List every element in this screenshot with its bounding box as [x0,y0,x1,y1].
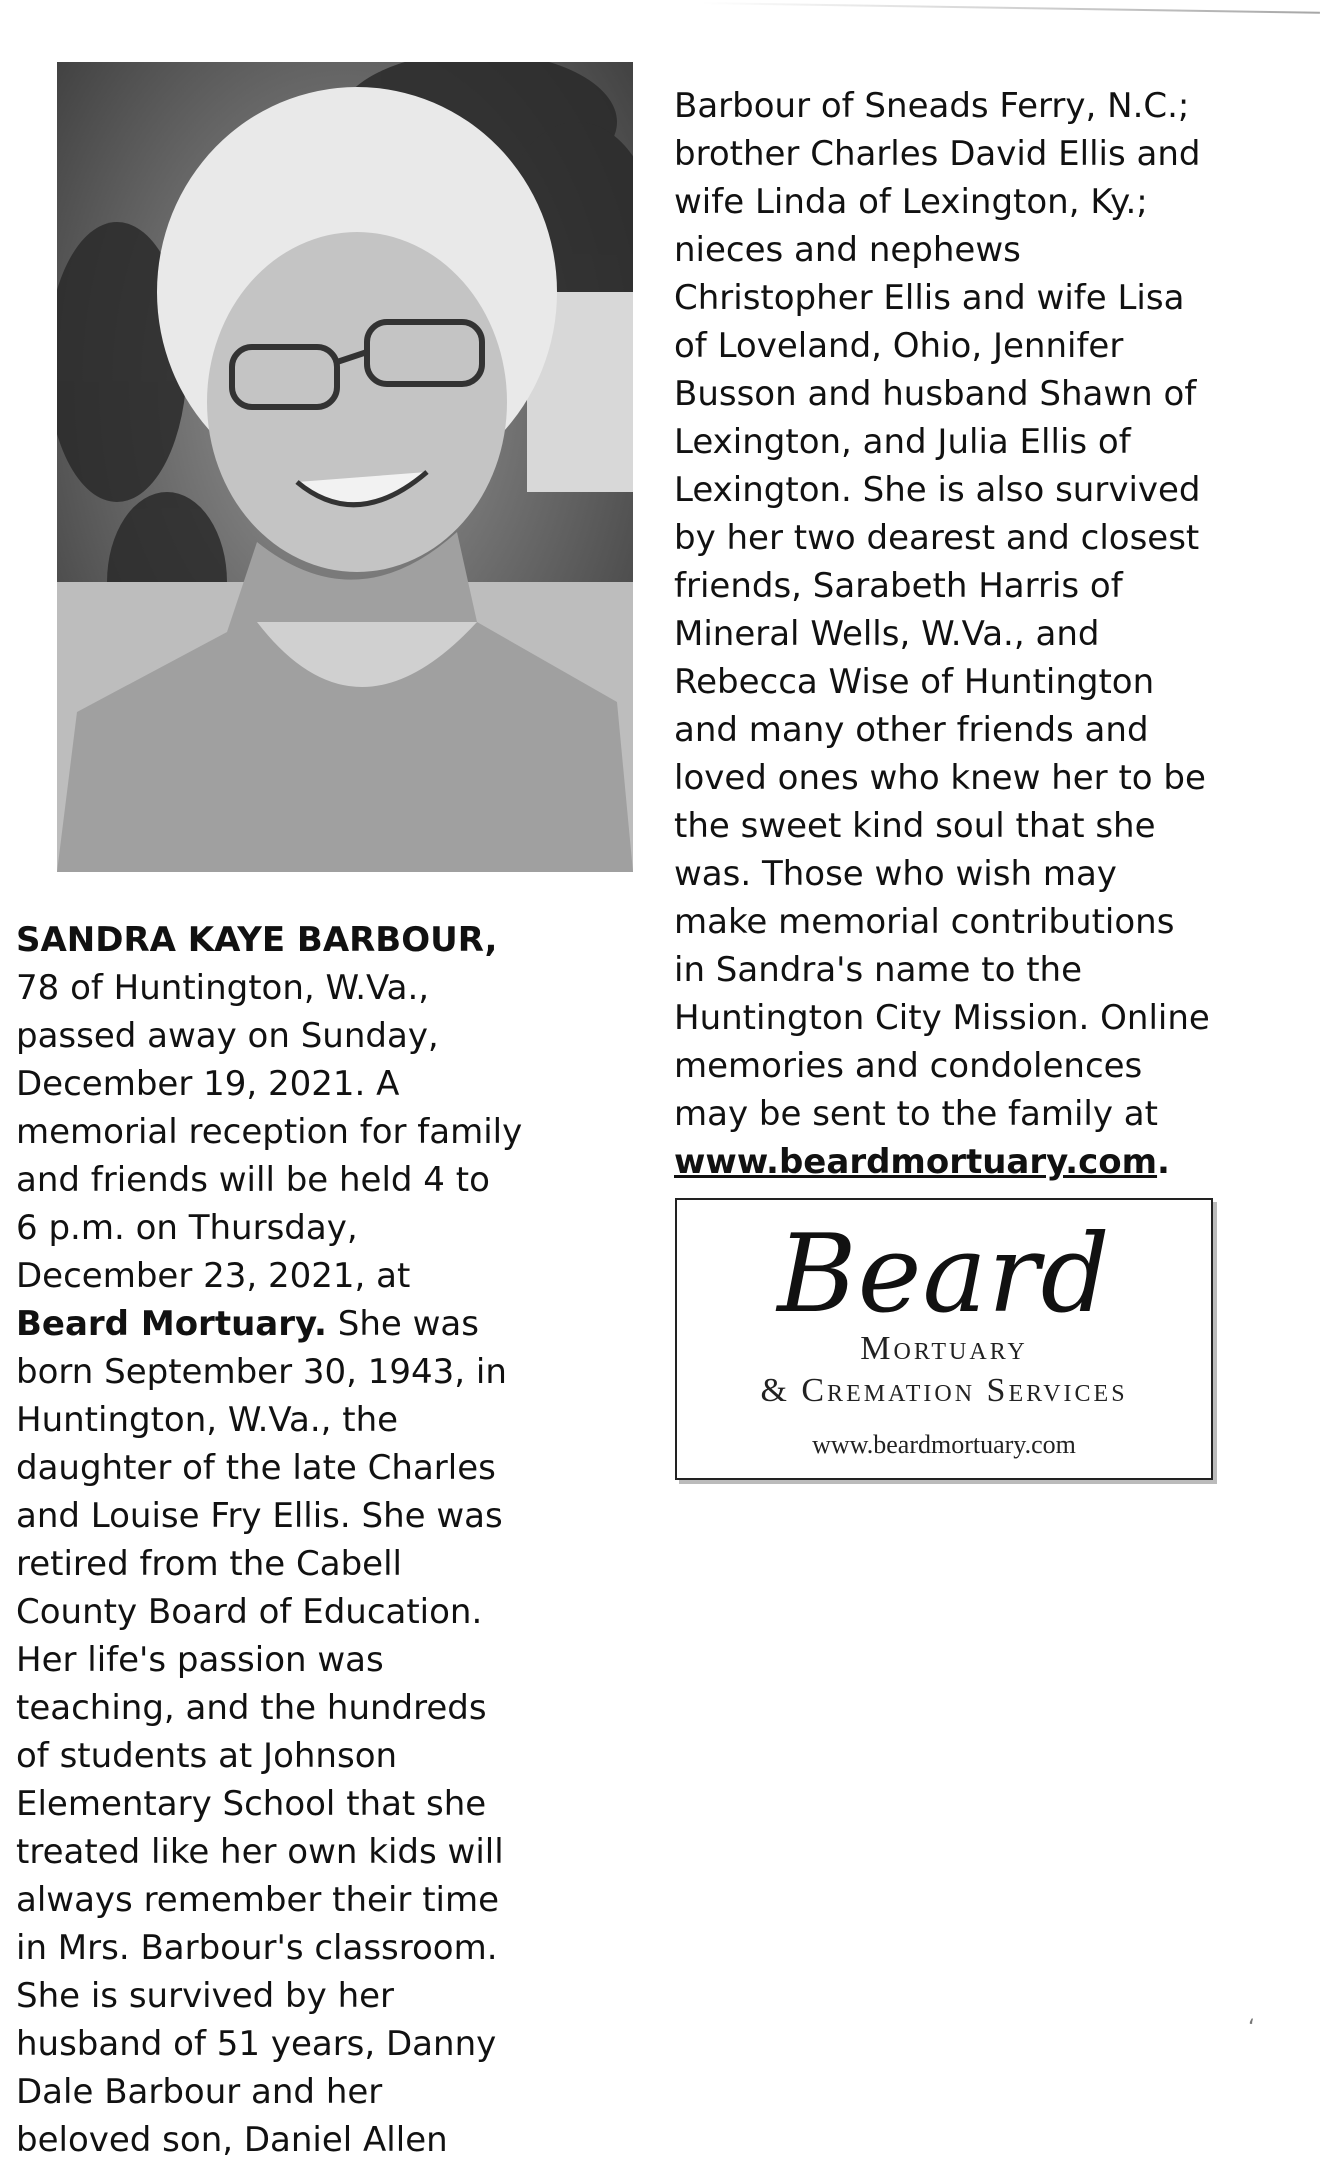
left-text-line: Huntington, W.Va., the [16,1400,399,1440]
right-text-line: nieces and nephews [674,230,1021,270]
right-text-line: Busson and husband Shawn of [674,374,1197,414]
left-text-line: retired from the Cabell [16,1544,402,1584]
left-text-line: born September 30, 1943, in [16,1352,507,1392]
right-text-line: the sweet kind soul that she [674,806,1156,846]
left-text-line: December 19, 2021. A [16,1064,400,1104]
left-text-line: treated like her own kids will [16,1832,504,1872]
portrait-photo [57,62,633,872]
right-text-line: Huntington City Mission. Online [674,998,1210,1038]
mortuary-line-rest: She was [326,1304,479,1344]
scan-speck: ‘ [1248,2016,1255,2041]
obituary-left-column [16,916,656,2164]
right-text-line: Lexington. She is also survived [674,470,1201,510]
left-text-line: Elementary School that she [16,1784,487,1824]
right-text-line: may be sent to the family at [674,1094,1158,1134]
left-text-line: December 23, 2021, at [16,1256,411,1296]
left-text-line: and Louise Fry Ellis. She was [16,1496,503,1536]
left-text-line: 6 p.m. on Thursday, [16,1208,358,1248]
left-text-line: beloved son, Daniel Allen [16,2120,448,2160]
left-text-line: daughter of the late Charles [16,1448,496,1488]
ad-subtitle-cremation: & Cremation Services [760,1372,1128,1409]
right-text-line: Mineral Wells, W.Va., and [674,614,1100,654]
left-text-line: She is survived by her [16,1976,395,2016]
right-text-line: was. Those who wish may [674,854,1117,894]
ad-website: www.beardmortuary.com [812,1430,1076,1459]
scan-edge-line [700,2,1320,14]
left-text-line: 78 of Huntington, W.Va., [16,968,430,1008]
beard-mortuary-ad [675,1198,1213,1480]
left-text-line: passed away on Sunday, [16,1016,439,1056]
right-text-line: brother Charles David Ellis and [674,134,1201,174]
right-text-line: Barbour of Sneads Ferry, N.C.; [674,86,1190,126]
right-text-line: memories and condolences [674,1046,1143,1086]
right-text-line: in Sandra's name to the [674,950,1082,990]
left-text-line: and friends will be held 4 to [16,1160,490,1200]
left-text-line: teaching, and the hundreds [16,1688,487,1728]
right-text-line: and many other friends and [674,710,1149,750]
left-text-line: in Mrs. Barbour's classroom. [16,1928,498,1968]
left-text-line: always remember their time [16,1880,500,1920]
right-text-line: Lexington, and Julia Ellis of [674,422,1131,462]
deceased-name: SANDRA KAYE BARBOUR, [16,920,498,960]
left-text-line: County Board of Education. [16,1592,483,1632]
right-text-line: wife Linda of Lexington, Ky.; [674,182,1148,222]
right-text-line: by her two dearest and closest [674,518,1200,558]
right-text-line: make memorial contributions [674,902,1175,942]
website-link[interactable]: www.beardmortuary.com [674,1142,1158,1182]
left-text-line: memorial reception for family [16,1112,523,1152]
right-text-line: Rebecca Wise of Huntington [674,662,1155,702]
left-text-line: husband of 51 years, Danny [16,2024,497,2064]
ad-logo-title: Beard [777,1212,1111,1337]
website-period: . [1157,1142,1170,1182]
right-text-line: friends, Sarabeth Harris of [674,566,1123,606]
left-text-line: Her life's passion was [16,1640,384,1680]
right-text-line: of Loveland, Ohio, Jennifer [674,326,1124,366]
left-text-line: Dale Barbour and her [16,2072,383,2112]
website-line [674,1138,1314,1186]
right-text-line: Christopher Ellis and wife Lisa [674,278,1185,318]
mortuary-name-bold: Beard Mortuary. [16,1304,327,1344]
ad-subtitle-mortuary: Mortuary [860,1330,1028,1367]
obituary-right-column [674,82,1314,1186]
left-text-line: of students at Johnson [16,1736,398,1776]
mortuary-line [16,1300,656,1348]
right-text-line: loved ones who knew her to be [674,758,1206,798]
